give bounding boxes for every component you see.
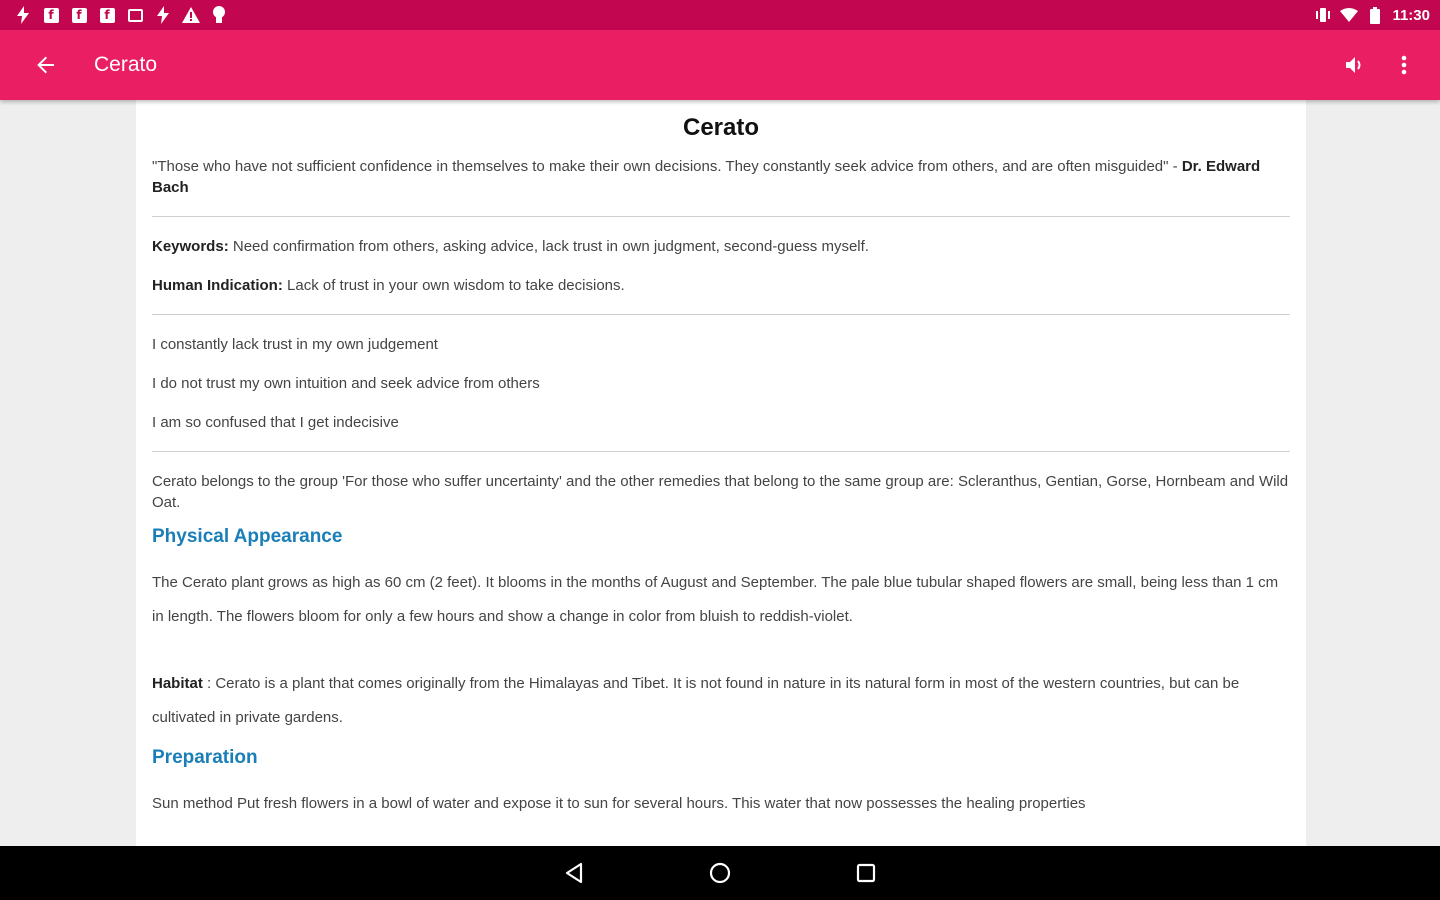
square-recents-icon <box>855 862 877 884</box>
notification-icons <box>14 6 228 24</box>
remedy-content[interactable] <box>136 100 1306 846</box>
nav-home-button[interactable] <box>702 855 738 891</box>
status-bar <box>0 0 1440 30</box>
nav-recents-button[interactable] <box>848 855 884 891</box>
habitat <box>152 667 1290 735</box>
keywords-text: Need confirmation from others, asking advice, lack trust in own judgment, second-guess myself. <box>228 238 869 255</box>
wifi-icon <box>1340 6 1358 24</box>
nav-back-button[interactable] <box>556 855 592 891</box>
bolt-icon <box>14 6 32 24</box>
quote-text: "Those who have not sufficient confidence in themselves to make their own decisions. They constantly seek advice from others, and are often misguided" - <box>152 158 1182 175</box>
back-button[interactable] <box>26 45 66 85</box>
system-status <box>1314 6 1430 24</box>
volume-icon <box>1346 56 1366 74</box>
arrow-back-icon <box>36 55 56 75</box>
preparation-heading: Preparation <box>152 747 258 768</box>
audio-button[interactable] <box>1340 49 1372 81</box>
facebook-icon: f <box>70 6 88 24</box>
image-icon <box>126 6 144 24</box>
triangle-back-icon <box>563 862 585 884</box>
divider <box>152 451 1290 452</box>
circle-home-icon <box>708 861 732 885</box>
more-vert-icon <box>1401 55 1407 75</box>
bach-quote <box>152 156 1290 198</box>
navigation-bar <box>0 846 1440 900</box>
divider <box>152 314 1290 315</box>
habitat-label: Habitat <box>152 675 203 692</box>
group-description: Cerato belongs to the group 'For those who suffer uncertainty' and the other remedies that belong to the same group are: Scleranthus, Gentian, Gorse, Hornbeam and Wild Oat. <box>152 473 1289 511</box>
physical-appearance-heading: Physical Appearance <box>152 526 343 547</box>
keywords <box>152 236 1290 257</box>
app-title: Cerato <box>94 53 158 76</box>
remedy-title: Cerato <box>682 114 760 141</box>
overflow-menu-button[interactable] <box>1388 49 1420 81</box>
status-time: 11:30 <box>1392 6 1430 24</box>
statement: I constantly lack trust in my own judgement <box>152 336 438 353</box>
app-bar <box>0 30 1440 100</box>
app-actions <box>1340 49 1420 81</box>
human-indication-text: Lack of trust in your own wisdom to take decisions. <box>282 277 625 294</box>
keywords-label: Keywords: <box>152 238 229 255</box>
human-indication-label: Human Indication: <box>152 277 283 294</box>
statement: I do not trust my own intuition and seek advice from others <box>152 375 540 392</box>
facebook-icon: f <box>42 6 60 24</box>
divider <box>152 216 1290 217</box>
vibrate-icon <box>1314 6 1332 24</box>
facebook-icon: f <box>98 6 116 24</box>
preparation-text: Sun method Put fresh flowers in a bowl of water and expose it to sun for several hours. This water that now possesses the healing properties <box>152 795 1086 812</box>
physical-appearance-text: The Cerato plant grows as high as 60 cm (2 feet). It blooms in the months of August and September. The pale blue tubular shaped flowers are small, being less than 1 cm in length. The flowers bloom for only a few hours and show a change in color from bluish to reddish-violet. <box>152 574 1279 625</box>
battery-icon <box>1366 6 1384 24</box>
warning-icon <box>182 6 200 24</box>
lightbulb-icon <box>210 6 228 24</box>
human-indication <box>152 275 1290 296</box>
habitat-text: : Cerato is a plant that comes originally from the Himalayas and Tibet. It is not found in nature in its natural form in most of the western countries, but can be cultivated in private gardens. <box>152 675 1240 726</box>
bolt-icon <box>154 6 172 24</box>
quote-author: Dr. Edward Bach <box>152 158 1261 196</box>
statement: I am so confused that I get indecisive <box>152 414 399 431</box>
spacer <box>152 634 1290 667</box>
